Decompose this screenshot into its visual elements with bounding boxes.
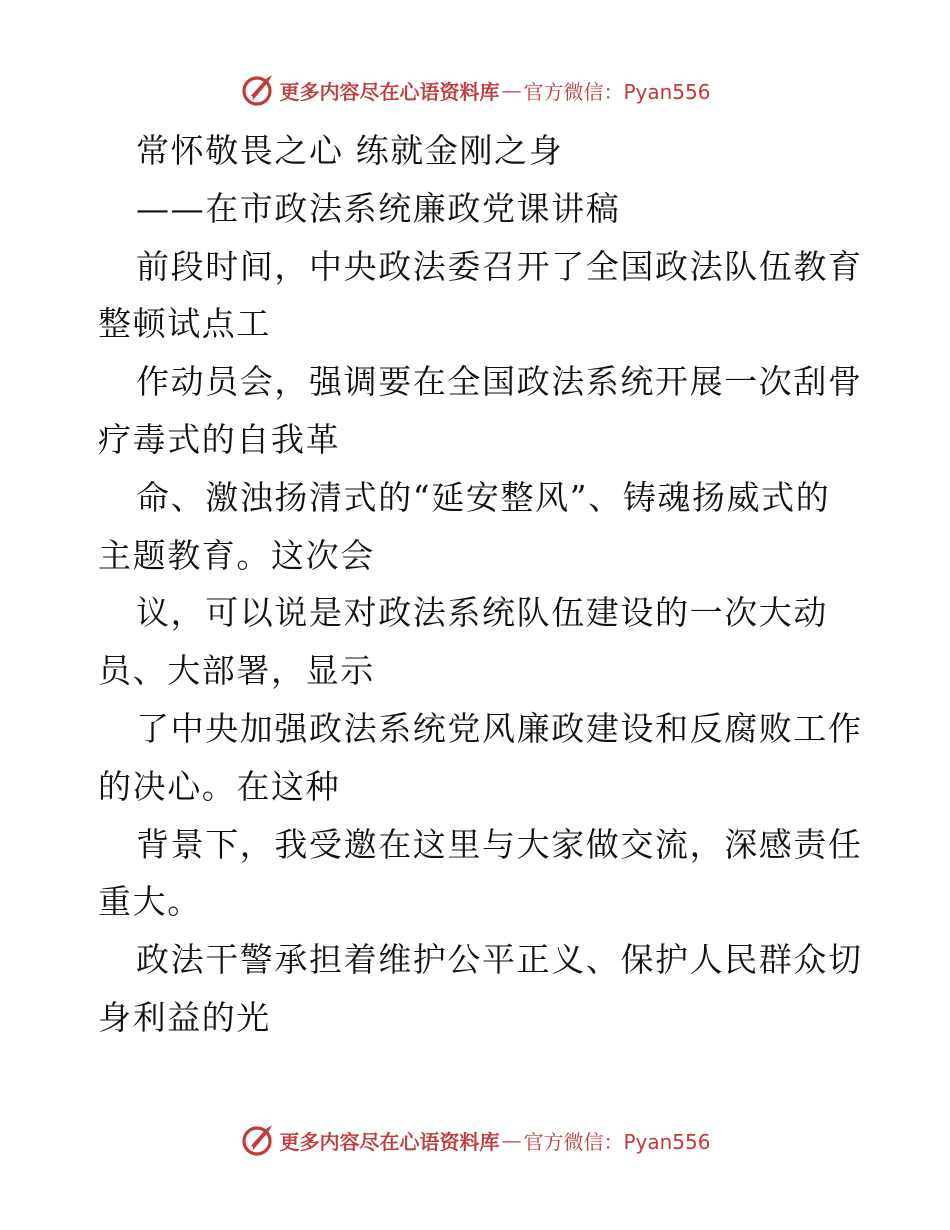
paragraph-line: 背景下，我受邀在这里与大家做交流，深感责任 bbox=[136, 824, 863, 864]
document-body bbox=[98, 122, 863, 1047]
watermark-wechat-text: 官方微信：Pyan556 bbox=[523, 79, 711, 104]
paragraph-line: 作动员会，强调要在全国政法系统开展一次刮骨 bbox=[136, 362, 863, 402]
paragraph-line: 主题教育。这次会 bbox=[98, 535, 375, 575]
quill-logo-icon bbox=[239, 72, 275, 108]
footer-watermark bbox=[0, 1120, 950, 1160]
paragraph-line: 的决心。在这种 bbox=[98, 766, 341, 806]
document-title: 常怀敬畏之心 练就金刚之身 bbox=[136, 131, 564, 170]
paragraph-line: 政法干警承担着维护公平正义、保护人民群众切 bbox=[136, 940, 863, 980]
paragraph-line: 命、激浊扬清式的“延安整风”、铸魂扬威式的 bbox=[136, 477, 831, 517]
header-watermark bbox=[0, 70, 950, 110]
paragraph-line: 重大。 bbox=[98, 882, 202, 922]
paragraph-line: 议，可以说是对政法系统队伍建设的一次大动 bbox=[136, 593, 828, 633]
paragraph-line: 员、大部署，显示 bbox=[98, 651, 375, 691]
paragraph-line: 前段时间，中央政法委召开了全国政法队伍教育 bbox=[136, 246, 863, 286]
paragraph-line: 了中央加强政法系统党风廉政建设和反腐败工作 bbox=[136, 708, 863, 748]
paragraph-line: 疗毒式的自我革 bbox=[98, 419, 341, 459]
document-subtitle: ——在市政法系统廉政党课讲稿 bbox=[136, 188, 621, 228]
paragraph-line: 整顿试点工 bbox=[98, 304, 271, 344]
watermark-wechat-text: 官方微信：Pyan556 bbox=[523, 1129, 711, 1154]
paragraph-line: 身利益的光 bbox=[98, 997, 271, 1037]
quill-logo-icon bbox=[239, 1122, 275, 1158]
watermark-separator: — bbox=[501, 78, 522, 102]
watermark-separator: — bbox=[501, 1128, 522, 1152]
watermark-main-text: 更多内容尽在心语资料库 bbox=[279, 1129, 500, 1154]
watermark-main-text: 更多内容尽在心语资料库 bbox=[279, 79, 500, 104]
